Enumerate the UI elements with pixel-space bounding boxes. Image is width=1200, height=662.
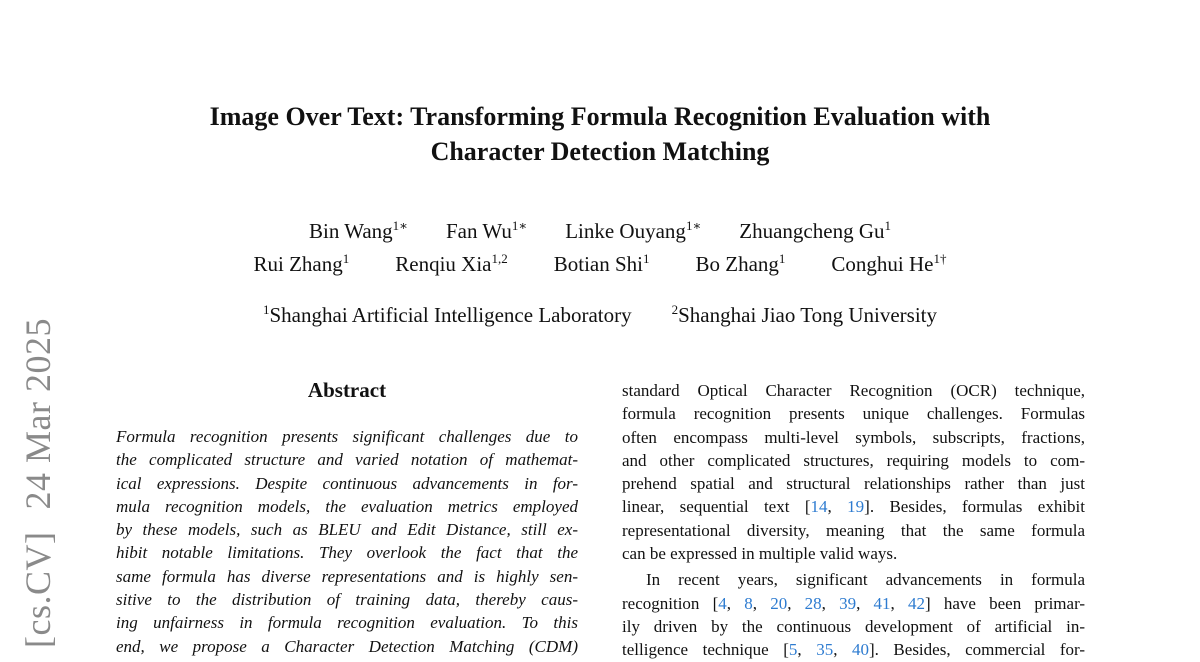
arxiv-stamp	[20, 288, 56, 648]
citation-link[interactable]: 19	[847, 497, 865, 517]
intro-line: standard Optical Character Recognition (OCR) technique,	[622, 381, 1085, 400]
citation-group: 4, 8, 20, 28, 39, 41, 42	[718, 593, 925, 613]
abstract-line: same formula has diverse representations and is highly sen-	[116, 566, 578, 586]
intro-line: and other complicated structures, requiring models to com-	[622, 450, 1085, 470]
intro-line: In recent years, significant advancements in formula	[646, 570, 1085, 590]
citation-link[interactable]: 41	[873, 593, 891, 613]
citation-link[interactable]: 39	[839, 593, 857, 613]
author: Linke Ouyang$^{1∗}$	[565, 218, 702, 243]
intro-line: can be expressed in multiple valid ways.	[622, 544, 898, 564]
author-row-2	[100, 245, 1100, 278]
author: Botian Shi$^1$	[553, 251, 650, 276]
affiliation: $^1$Shanghai Artificial Intelligence Laboratory	[263, 302, 632, 327]
introduction-body	[622, 379, 1085, 662]
intro-line: telligence technique [5, 35, 40]. Besides, commercial for-	[622, 640, 1086, 660]
abstract-line: ical expressions. Despite continuous advancements in for-	[116, 473, 578, 493]
citation-link[interactable]: 4	[718, 593, 727, 613]
arxiv-category: [cs.CV]	[18, 531, 58, 648]
citation-link[interactable]: 28	[804, 593, 822, 613]
author: Rui Zhang$^1$	[253, 251, 350, 276]
abstract-line: mula recognition models, the evaluation metrics employed	[116, 496, 578, 516]
citation-link[interactable]: 42	[908, 593, 925, 613]
intro-line: ily driven by the continuous development of artificial in-	[622, 616, 1085, 636]
citation-link[interactable]: 35	[816, 640, 834, 660]
author-row-1	[100, 212, 1100, 245]
abstract-line: by these models, such as BLEU and Edit Distance, still ex-	[116, 520, 578, 540]
abstract-line: the complicated structure and varied notation of mathemat-	[116, 450, 578, 470]
intro-line: representational diversity, meaning that the same formula	[622, 520, 1085, 540]
author: Fan $Wu^{1∗}$	[446, 218, 528, 243]
abstract-heading: Abstract	[307, 378, 387, 402]
author: Bin Wang$^{1∗}$	[308, 218, 408, 243]
citation-link[interactable]: 8	[744, 593, 753, 613]
intro-line: formula recognition presents unique challenges. Formulas	[622, 404, 1085, 424]
citation-link[interactable]: 14	[810, 497, 828, 517]
abstract-line: ing unfairness in formula recognition evaluation. To this	[116, 613, 578, 633]
citation-link[interactable]: 20	[770, 593, 788, 613]
abstract-line: end, we propose a Character Detection Matching (CDM)	[116, 636, 578, 656]
intro-line: prehend spatial and structural relationships rather than just	[622, 474, 1085, 494]
abstract-line: sitive to the distribution of training data, thereby caus-	[116, 590, 578, 610]
intro-line: often encompass multi-level symbols, subscripts, fractions,	[622, 427, 1085, 447]
arxiv-date: 24 Mar 2025	[18, 318, 58, 510]
citation-group: 5, 35, 40	[788, 640, 869, 660]
title-line-1: Image Over Text: Transforming Formula Recognition Evaluation with	[209, 102, 991, 131]
intro-line: linear, sequential text [14, 19]. Besides, formulas exhibit	[622, 497, 1086, 517]
title-line-2: Character Detection Matching	[430, 137, 770, 166]
author-list	[100, 212, 1100, 278]
author: Conghui $He^{1\dagger}$	[831, 251, 947, 276]
citation-link[interactable]: 5	[788, 640, 798, 660]
abstract-line: hibit notable limitations. They overlook the fact that the	[116, 543, 578, 563]
author: Renqiu Xia$^{1,2}$	[395, 251, 508, 276]
author: Bo Zhang$^1$	[695, 251, 786, 276]
abstract-body	[116, 425, 578, 658]
intro-line: recognition [4, 8, 20, 28, 39, 41, 42] have been primar-	[622, 593, 1086, 613]
affiliations	[100, 296, 1100, 329]
paper-title	[100, 99, 1100, 169]
abstract-line: Formula recognition presents significant challenges due to	[116, 427, 578, 446]
citation-link[interactable]: 40	[851, 640, 869, 660]
author: Zhuangcheng Gu$^1$	[739, 218, 891, 243]
affiliation: $^2$Shanghai Jiao Tong University	[671, 302, 937, 327]
